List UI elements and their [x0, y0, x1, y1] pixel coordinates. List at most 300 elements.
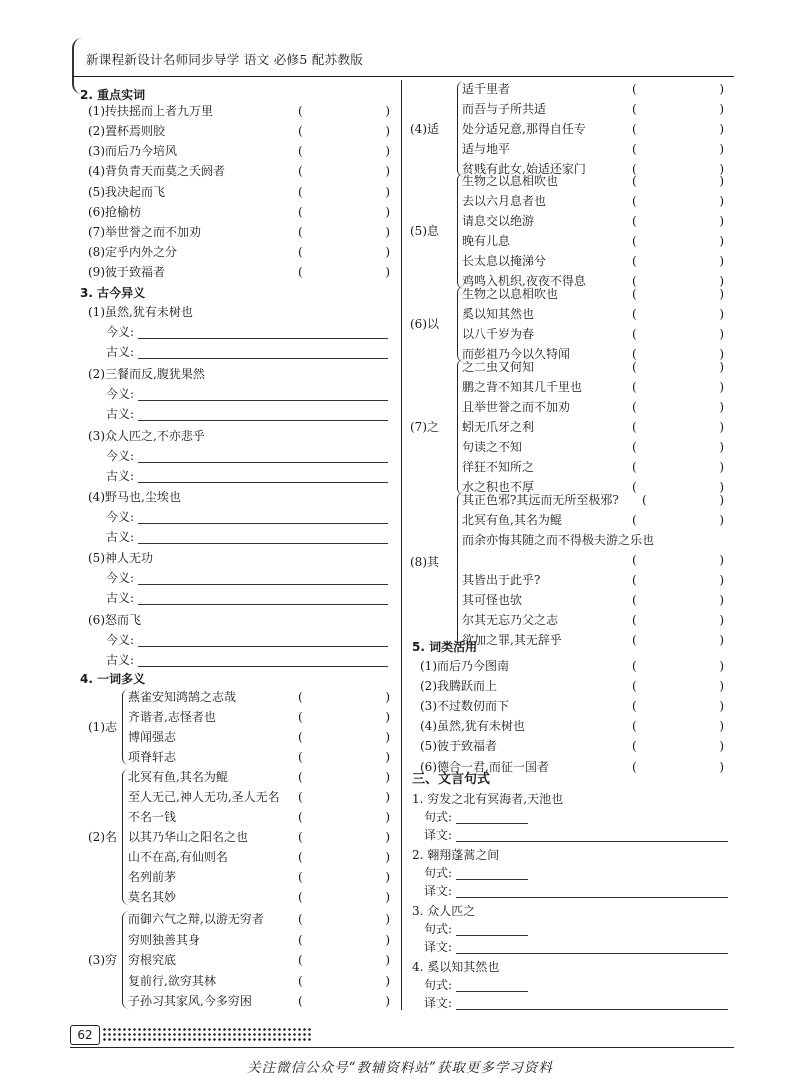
sec4-group-3-item-5: 子孙习其家风,今多穷困: [128, 994, 252, 1008]
translation-blank[interactable]: [456, 1009, 728, 1010]
sec4-group-8-label: (8)其: [410, 555, 439, 569]
sec4-group-6-item-2: 奚以知其然也: [462, 307, 535, 321]
ancient-meaning-blank[interactable]: [138, 420, 388, 421]
sec4-group-8-item-1: 其正色邪?其远而无所至极邪?: [462, 493, 619, 507]
paren-close: ): [385, 164, 390, 178]
paren-open: (: [298, 994, 303, 1008]
paren-open: (: [298, 932, 303, 947]
paren-close: ): [385, 890, 390, 904]
modern-meaning-blank[interactable]: [138, 400, 388, 401]
paren-open: (: [632, 194, 637, 208]
sec4-group-8-item-8: 欲加之罪,其无辞乎: [462, 633, 562, 647]
sec4-group-2-item-5: 山不在高,有仙则名: [128, 850, 228, 864]
modern-meaning-label: 今义:: [106, 633, 135, 647]
paren-close: ): [719, 234, 724, 248]
sec4-group-5-label: (5)息: [410, 224, 439, 238]
paren-open: (: [632, 719, 637, 733]
paren-open: (: [632, 214, 637, 228]
sec4-group-7-item-5: 句读之不知: [462, 440, 523, 454]
paren-close: ): [385, 770, 390, 784]
paren-open: (: [298, 265, 303, 279]
sec2-item-4-answer-paren[interactable]: [298, 161, 390, 181]
paren-close: ): [385, 245, 390, 259]
sec4-group-1-item-2-answer-paren[interactable]: [298, 707, 390, 727]
paren-open: (: [632, 460, 637, 474]
paren-close: ): [719, 719, 724, 733]
translation-label: 译文:: [424, 828, 453, 842]
sec2-item-2-answer-paren[interactable]: [298, 121, 390, 141]
sec2-item-3-answer-paren[interactable]: [298, 141, 390, 161]
sec2-item-7: (7)举世誉之而不加劝: [88, 225, 201, 239]
paren-open: (: [298, 790, 303, 804]
paren-open: (: [632, 254, 637, 268]
sec2-item-9: (9)彼于致福者: [88, 265, 165, 279]
sec4-group-2-item-2-answer-paren[interactable]: [298, 787, 390, 807]
sec4-group-8-item-3-wrap-answer-paren[interactable]: [632, 550, 724, 570]
sec4-group-8-item-2: 北冥有鱼,其名为鲲: [462, 513, 562, 527]
column-divider: [401, 80, 402, 1010]
modern-meaning-label: 今义:: [106, 325, 135, 339]
paren-open: (: [298, 973, 303, 988]
paren-open: (: [298, 890, 303, 904]
ancient-meaning-label: 古义:: [106, 407, 135, 421]
sec4-group-3-item-2: 穷则独善其身: [128, 932, 201, 947]
paren-close: ): [719, 760, 724, 774]
paren-open: (: [298, 144, 303, 158]
sec2-item-2: (2)置杯焉则胶: [88, 124, 165, 138]
paren-open: (: [632, 102, 637, 116]
page-number-box: [70, 1025, 270, 1043]
paren-open: (: [632, 234, 637, 248]
sec5-item-3: (3)不过数仞而下: [420, 699, 509, 713]
paren-close: ): [719, 573, 724, 587]
modern-meaning-label: 今义:: [106, 571, 135, 585]
sentence-pattern-blank[interactable]: [456, 935, 528, 936]
paren-open: (: [632, 553, 637, 567]
sec5-item-1-answer-paren[interactable]: [632, 656, 724, 676]
sec3-item-2: (2)三餐而反,腹犹果然: [88, 367, 205, 381]
sec4-group-4-item-4-answer-paren[interactable]: [632, 139, 724, 159]
sec2-item-5: (5)我决起而飞: [88, 185, 165, 199]
ancient-meaning-blank[interactable]: [138, 666, 388, 667]
footer-note: 关注微信公众号“教辅资料站”获取更多学习资料: [247, 1060, 553, 1076]
header-title: 新课程新设计名师同步导学 语文 必修5 配苏教版: [86, 52, 364, 67]
section-4-title: 4. 一词多义: [80, 672, 146, 686]
header-rule: [72, 76, 734, 77]
sec4-group-5-item-6: 鸡鸣入机织,夜夜不得息: [462, 274, 586, 288]
sec4-group-2-item-6: 名列前茅: [128, 870, 177, 884]
sec4-group-5-item-5: 长太息以掩涕兮: [462, 254, 547, 268]
paren-close: ): [385, 953, 390, 967]
sec4-group-2-item-6-answer-paren[interactable]: [298, 867, 390, 887]
sec4-group-7-item-6: 徉狂不知所之: [462, 460, 535, 474]
paren-open: (: [632, 122, 637, 136]
paren-close: ): [719, 102, 724, 116]
sec4-group-8-item-3: 而余亦悔其随之而不得极夫游之乐也: [462, 533, 655, 547]
translation-blank[interactable]: [456, 953, 728, 954]
sec4-group-4-label: (4)适: [410, 122, 439, 136]
sec4-group-6-item-3: 以八千岁为春: [462, 327, 535, 341]
part-3-title: 三、文言句式: [412, 772, 491, 787]
paren-close: ): [719, 214, 724, 228]
sec4-group-3-item-4-answer-paren[interactable]: [298, 971, 390, 991]
ancient-meaning-blank[interactable]: [138, 604, 388, 605]
sec4-group-4-item-1: 适千里者: [462, 82, 511, 96]
sec4-group-4-item-4: 适与地平: [462, 142, 511, 156]
modern-meaning-label: 今义:: [106, 510, 135, 524]
sec2-item-5-answer-paren[interactable]: [298, 182, 390, 202]
sec4-group-5-item-2-answer-paren[interactable]: [632, 191, 724, 211]
sec4-group-2-item-1-answer-paren[interactable]: [298, 767, 390, 787]
paren-open: (: [298, 730, 303, 744]
section-5-title: 5. 词类活用: [412, 640, 478, 654]
page-number: 62: [70, 1025, 100, 1045]
sec2-item-8: (8)定乎内外之分: [88, 245, 177, 259]
sec3-item-6: (6)怒而飞: [88, 613, 141, 627]
paren-open: (: [298, 850, 303, 864]
sec4-group-4-item-2-answer-paren[interactable]: [632, 99, 724, 119]
paren-close: ): [719, 274, 724, 288]
sec4-group-5-item-2: 去以六月息者也: [462, 194, 547, 208]
paren-open: (: [298, 710, 303, 724]
paren-open: (: [632, 82, 637, 96]
translation-blank[interactable]: [456, 897, 728, 898]
sec4-group-1-item-3-answer-paren[interactable]: [298, 727, 390, 747]
paren-open: (: [298, 164, 303, 178]
sec4-group-1-item-3: 博闻强志: [128, 730, 177, 744]
paren-open: (: [632, 162, 637, 176]
paren-close: ): [719, 122, 724, 136]
sec5-item-5-answer-paren[interactable]: [632, 736, 724, 756]
paren-open: (: [632, 480, 637, 494]
paren-close: ): [385, 994, 390, 1008]
sec4-group-7-item-2-answer-paren[interactable]: [632, 377, 724, 397]
paren-open: (: [632, 274, 637, 288]
paren-close: ): [385, 790, 390, 804]
paren-close: ): [719, 347, 724, 361]
sec5-item-4-answer-paren[interactable]: [632, 716, 724, 736]
part3-item-3: 3. 众人匹之: [412, 904, 476, 918]
part3-item-4: 4. 奚以知其然也: [412, 960, 500, 974]
paren-close: ): [719, 162, 724, 176]
sec4-group-1-label: (1)志: [88, 720, 117, 734]
paren-close: ): [385, 265, 390, 279]
paren-open: (: [632, 760, 637, 774]
paren-close: ): [719, 327, 724, 341]
ancient-meaning-label: 古义:: [106, 345, 135, 359]
ancient-meaning-blank[interactable]: [138, 358, 388, 359]
paren-close: ): [719, 659, 724, 673]
paren-open: (: [298, 690, 303, 704]
paren-open: (: [632, 633, 637, 647]
paren-open: (: [298, 770, 303, 784]
sec4-group-5-item-3-answer-paren[interactable]: [632, 211, 724, 231]
paren-open: (: [632, 380, 637, 394]
paren-close: ): [385, 912, 390, 926]
sec4-group-5-item-4-answer-paren[interactable]: [632, 231, 724, 251]
sec4-group-3-item-2-answer-paren[interactable]: [298, 930, 390, 950]
paren-close: ): [385, 973, 390, 988]
paren-close: ): [385, 124, 390, 138]
sec5-item-6-answer-paren[interactable]: [632, 757, 724, 777]
paren-close: ): [385, 810, 390, 824]
paren-open: (: [632, 174, 637, 188]
sec4-group-2-item-2: 至人无己,神人无功,圣人无名: [128, 790, 280, 804]
translation-label: 译文:: [424, 884, 453, 898]
paren-close: ): [719, 440, 724, 454]
paren-open: (: [632, 327, 637, 341]
sec4-group-8-item-8-answer-paren[interactable]: [632, 630, 724, 650]
paren-open: (: [632, 400, 637, 414]
footer-rule: [70, 1047, 734, 1048]
sec2-item-1-answer-paren[interactable]: [298, 101, 390, 121]
sec3-item-5: (5)神人无功: [88, 551, 153, 565]
paren-open: (: [642, 493, 647, 507]
paren-open: (: [298, 953, 303, 967]
translation-blank[interactable]: [456, 841, 728, 842]
modern-meaning-blank[interactable]: [138, 462, 388, 463]
sec4-group-3-item-1-answer-paren[interactable]: [298, 909, 390, 929]
sec4-group-3-label: (3)穷: [88, 953, 117, 967]
modern-meaning-label: 今义:: [106, 449, 135, 463]
paren-open: (: [632, 613, 637, 627]
section-3-title: 3. 古今异义: [80, 286, 146, 300]
sec2-item-3: (3)而后乃今培风: [88, 144, 177, 158]
modern-meaning-blank[interactable]: [138, 646, 388, 647]
paren-close: ): [385, 932, 390, 947]
sec4-group-3-item-3-answer-paren[interactable]: [298, 950, 390, 970]
sec4-group-2-item-4-answer-paren[interactable]: [298, 827, 390, 847]
paren-close: ): [719, 420, 724, 434]
paren-close: ): [385, 730, 390, 744]
ancient-meaning-blank[interactable]: [138, 543, 388, 544]
sec2-item-6-answer-paren[interactable]: [298, 202, 390, 222]
paren-open: (: [632, 659, 637, 673]
paren-close: ): [385, 225, 390, 239]
paren-close: ): [385, 830, 390, 844]
paren-close: ): [719, 613, 724, 627]
paren-close: ): [385, 205, 390, 219]
paren-close: ): [719, 553, 724, 567]
paren-open: (: [632, 440, 637, 454]
part3-item-1: 1. 穷发之北有冥海者,天池也: [412, 792, 564, 806]
paren-close: ): [719, 513, 724, 527]
modern-meaning-blank[interactable]: [138, 523, 388, 524]
sec4-group-1-item-1: 燕雀安知鸿鹄之志哉: [128, 690, 237, 704]
sec2-item-7-answer-paren[interactable]: [298, 222, 390, 242]
paren-close: ): [719, 174, 724, 188]
paren-close: ): [719, 307, 724, 321]
sec4-group-1-item-1-answer-paren[interactable]: [298, 687, 390, 707]
sec5-item-5: (5)彼于致福者: [420, 739, 497, 753]
translation-label: 译文:: [424, 940, 453, 954]
ancient-meaning-label: 古义:: [106, 653, 135, 667]
sentence-pattern-blank[interactable]: [456, 879, 528, 880]
sec2-item-6: (6)抢榆枋: [88, 205, 141, 219]
paren-close: ): [385, 144, 390, 158]
sec2-item-4: (4)背负青天而莫之夭阏者: [88, 164, 225, 178]
paren-open: (: [298, 205, 303, 219]
sec4-group-7-item-1-answer-paren[interactable]: [632, 357, 724, 377]
sec4-group-4-item-5: 贫贱有此女,始适还家门: [462, 162, 586, 176]
sec4-group-1-item-4: 项脊轩志: [128, 750, 177, 764]
modern-meaning-label: 今义:: [106, 387, 135, 401]
paren-open: (: [298, 870, 303, 884]
sec5-item-6: (6)德合一君,而征一国者: [420, 760, 549, 774]
sec4-group-1-item-2: 齐谐者,志怪者也: [128, 710, 216, 724]
sec4-group-8-item-1-answer-paren[interactable]: [642, 490, 724, 510]
sec4-group-4-item-1-answer-paren[interactable]: [632, 79, 724, 99]
paren-open: (: [298, 810, 303, 824]
sentence-pattern-blank[interactable]: [456, 991, 528, 992]
sec4-group-2-item-4: 以其乃华山之阳名之也: [128, 830, 249, 844]
sec4-group-8-item-6-answer-paren[interactable]: [632, 590, 724, 610]
paren-close: ): [719, 493, 724, 507]
paren-close: ): [719, 254, 724, 268]
sec2-item-1: (1)抟扶摇而上者九万里: [88, 104, 213, 118]
paren-close: ): [719, 699, 724, 713]
sentence-pattern-label: 句式:: [424, 866, 453, 880]
sec4-group-7-item-3: 且举世誉之而不加劝: [462, 400, 571, 414]
paren-open: (: [632, 513, 637, 527]
translation-label: 译文:: [424, 996, 453, 1010]
sec4-group-2-item-3-answer-paren[interactable]: [298, 807, 390, 827]
footer-dot-pattern: [102, 1027, 312, 1041]
paren-close: ): [719, 380, 724, 394]
paren-open: (: [632, 307, 637, 321]
paren-open: (: [298, 830, 303, 844]
sec4-group-4-item-3: 处分适兄意,那得自任专: [462, 122, 586, 136]
paren-open: (: [298, 912, 303, 926]
sec4-group-8-item-5: 其皆出于此乎?: [462, 573, 541, 587]
paren-open: (: [632, 573, 637, 587]
sec4-group-7-item-4: 蚓无爪牙之利: [462, 420, 535, 434]
sec3-item-1: (1)虽然,犹有未树也: [88, 305, 193, 319]
sec2-item-8-answer-paren[interactable]: [298, 242, 390, 262]
sec4-group-5-item-3: 请息交以绝游: [462, 214, 535, 228]
paren-close: ): [385, 185, 390, 199]
sec4-group-2-item-7-answer-paren[interactable]: [298, 887, 390, 907]
sec4-group-8-item-2-answer-paren[interactable]: [632, 510, 724, 530]
paren-open: (: [632, 679, 637, 693]
sec4-group-3-item-1: 而御六气之辩,以游无穷者: [128, 912, 264, 926]
sec4-group-7-label: (7)之: [410, 420, 439, 434]
paren-open: (: [298, 124, 303, 138]
sec4-group-2-item-7: 莫名其妙: [128, 890, 177, 904]
paren-open: (: [632, 360, 637, 374]
paren-open: (: [298, 750, 303, 764]
sec4-group-5-item-1: 生物之以息相吹也: [462, 174, 559, 188]
paren-open: (: [298, 104, 303, 118]
paren-close: ): [385, 750, 390, 764]
sec4-group-5-item-4: 晚有儿息: [462, 234, 511, 248]
sec4-group-6-item-1-answer-paren[interactable]: [632, 284, 724, 304]
sec4-group-7-item-2: 鹏之背不知其几千里也: [462, 380, 583, 394]
paren-close: ): [385, 104, 390, 118]
sec4-group-6-item-4: 而彭祖乃今以久特闻: [462, 347, 571, 361]
sec5-item-2-answer-paren[interactable]: [632, 676, 724, 696]
sec4-group-3-item-3: 穷根究底: [128, 953, 177, 967]
sec5-item-2: (2)我腾跃而上: [420, 679, 497, 693]
sec3-item-4: (4)野马也,尘埃也: [88, 490, 181, 504]
sec4-group-5-item-1-answer-paren[interactable]: [632, 171, 724, 191]
sec2-item-9-answer-paren[interactable]: [298, 262, 390, 282]
paren-close: ): [385, 710, 390, 724]
sec5-item-4: (4)虽然,犹有未树也: [420, 719, 525, 733]
sec4-group-8-item-5-answer-paren[interactable]: [632, 570, 724, 590]
paren-open: (: [632, 699, 637, 713]
modern-meaning-blank[interactable]: [138, 338, 388, 339]
paren-close: ): [719, 633, 724, 647]
sec3-item-3: (3)众人匹之,不亦悲乎: [88, 429, 205, 443]
sec4-group-2-item-1: 北冥有鱼,其名为鲲: [128, 770, 228, 784]
paren-open: (: [632, 142, 637, 156]
sec4-group-7-item-5-answer-paren[interactable]: [632, 437, 724, 457]
paren-close: ): [719, 679, 724, 693]
paren-close: ): [719, 400, 724, 414]
sec4-group-6-item-3-answer-paren[interactable]: [632, 324, 724, 344]
sec4-group-7-item-4-answer-paren[interactable]: [632, 417, 724, 437]
paren-open: (: [632, 347, 637, 361]
sec4-group-7-item-7: 水之积也不厚: [462, 480, 535, 494]
paren-open: (: [632, 287, 637, 301]
modern-meaning-blank[interactable]: [138, 584, 388, 585]
sec5-item-1: (1)而后乃今图南: [420, 659, 509, 673]
sec4-group-1-item-4-answer-paren[interactable]: [298, 747, 390, 767]
ancient-meaning-label: 古义:: [106, 469, 135, 483]
sec4-group-7-item-1: 之二虫又何知: [462, 360, 535, 374]
paren-close: ): [719, 287, 724, 301]
sec4-group-3-item-4: 复前行,欲穷其林: [128, 973, 216, 988]
paren-open: (: [298, 245, 303, 259]
sec4-group-8-item-7: 尔其无忘乃父之志: [462, 613, 559, 627]
sec4-group-2-item-5-answer-paren[interactable]: [298, 847, 390, 867]
paren-close: ): [719, 460, 724, 474]
paren-open: (: [632, 593, 637, 607]
paren-close: ): [719, 360, 724, 374]
sec4-group-5-item-5-answer-paren[interactable]: [632, 251, 724, 271]
sentence-pattern-blank[interactable]: [456, 823, 528, 824]
paren-close: ): [719, 82, 724, 96]
sentence-pattern-label: 句式:: [424, 810, 453, 824]
sec4-group-3-item-5-answer-paren[interactable]: [298, 991, 390, 1011]
paren-close: ): [719, 593, 724, 607]
paren-close: ): [385, 870, 390, 884]
sec4-group-6-item-2-answer-paren[interactable]: [632, 304, 724, 324]
sec4-group-7-item-3-answer-paren[interactable]: [632, 397, 724, 417]
sec4-group-6-item-1: 生物之以息相吹也: [462, 287, 559, 301]
sentence-pattern-label: 句式:: [424, 978, 453, 992]
paren-close: ): [719, 194, 724, 208]
sec4-group-8-item-7-answer-paren[interactable]: [632, 610, 724, 630]
sec4-group-7-item-6-answer-paren[interactable]: [632, 457, 724, 477]
part3-item-2: 2. 翱翔蓬蒿之间: [412, 848, 500, 862]
paren-close: ): [719, 142, 724, 156]
paren-close: ): [719, 480, 724, 494]
paren-open: (: [298, 225, 303, 239]
ancient-meaning-blank[interactable]: [138, 482, 388, 483]
sec4-group-4-item-3-answer-paren[interactable]: [632, 119, 724, 139]
section-2-title: 2. 重点实词: [80, 88, 146, 102]
sentence-pattern-label: 句式:: [424, 922, 453, 936]
sec4-group-6-label: (6)以: [410, 317, 439, 331]
sec4-group-2-label: (2)名: [88, 830, 117, 844]
paren-close: ): [385, 690, 390, 704]
paren-open: (: [632, 420, 637, 434]
sec5-item-3-answer-paren[interactable]: [632, 696, 724, 716]
paren-close: ): [385, 850, 390, 864]
sec4-group-4-item-2: 而吾与子所共适: [462, 102, 547, 116]
